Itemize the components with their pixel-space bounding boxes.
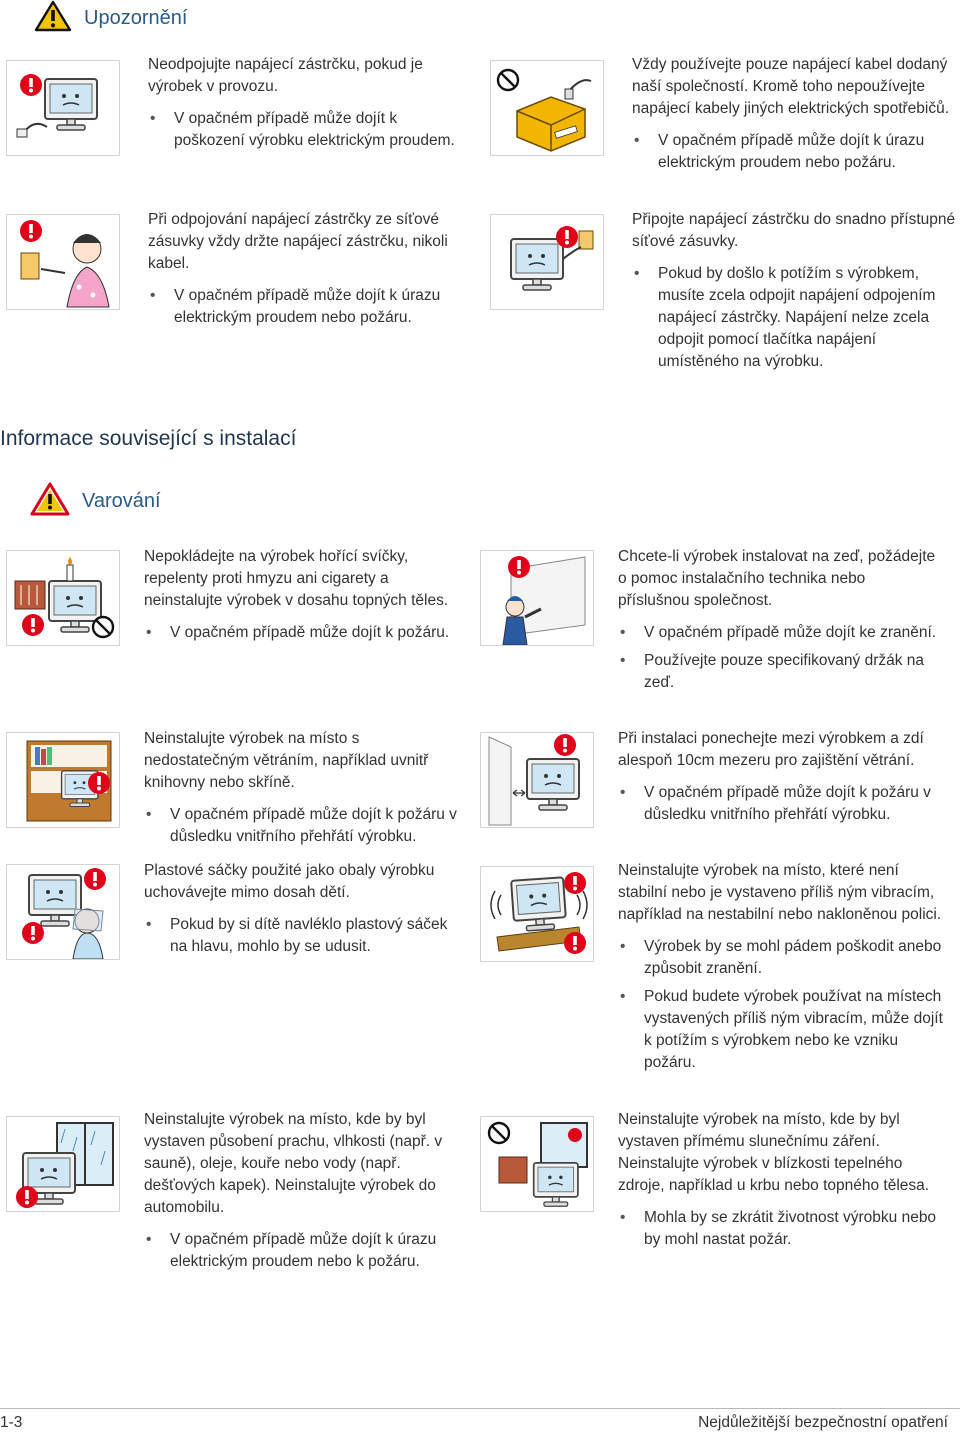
item-bullet: • Pokud by si dítě navléklo plastový sáček na hlavu, mohlo by se udusit. [144, 914, 466, 958]
item-bullet: • Používejte pouze specifikovaný držák na zeď. [618, 650, 938, 694]
item-heater-candle [144, 546, 460, 650]
item-bullet: • V opačném případě může dojít k požáru v důsledku vnitřního přehřátí výrobku. [618, 782, 944, 826]
item-unplug [148, 54, 458, 158]
item-sunlight [618, 1109, 938, 1257]
plastic-bag-baby-illustration [6, 864, 120, 960]
rain-window-illustration [6, 1116, 120, 1212]
item-bullet: • V opačném případě může dojít k požáru. [144, 622, 460, 644]
item-bullet: • Mohla by se zkrátit životnost výrobku nebo by mohl nastat požár. [618, 1207, 938, 1251]
item-bullet: • V opačném případě může dojít ke zranění. [618, 622, 938, 644]
hold-plug-illustration [6, 214, 120, 310]
warning-triangle-icon [34, 0, 72, 37]
item-text: Neinstalujte výrobek na místo s nedostatečným větráním, například uvnitř knihovny nebo skříně. [144, 730, 429, 791]
heater-candle-illustration [6, 550, 120, 646]
unstable-shelf-illustration [480, 866, 594, 962]
footer-divider [0, 1408, 960, 1409]
item-hold-plug [148, 209, 478, 335]
upozorneni-header [34, 0, 187, 37]
item-rain-window [144, 1109, 460, 1279]
wall-gap-illustration [480, 732, 594, 828]
sunlight-heater-illustration [480, 1116, 594, 1212]
item-bullet: • V opačném případě může dojít k úrazu elektrickým proudem nebo požáru. [632, 130, 958, 174]
item-bullet: • Pokud by došlo k potížím s výrobkem, musíte zcela odpojit napájení odpojením napájecí zástrčky. Napájení nelze zcela odpojit pomocí tlačítka napájení umístěného na výrobku. [632, 263, 958, 373]
item-text: Chcete-li výrobek instalovat na zeď, požádejte o pomoc instalačního technika nebo příslušnou společnost. [618, 548, 936, 609]
unplug-warning-illustration [6, 60, 120, 156]
item-text: Nepokládejte na výrobek hořící svíčky, repelenty proti hmyzu ani cigarety a neinstalujte výrobek v dosahu topných těles. [144, 548, 449, 609]
upozorneni-title: Upozornění [84, 7, 188, 29]
item-wall-mount [618, 546, 938, 700]
item-power-cable [632, 54, 958, 180]
item-text: Vždy používejte pouze napájecí kabel dodaný naší společností. Kromě toho nepoužívejte napájecí kabely jiných elektrických spotřebičů. [632, 56, 950, 117]
varovani-header [30, 482, 161, 521]
item-bullet: • V opačném případě může dojít k úrazu elektrickým proudem nebo k požáru. [144, 1229, 460, 1273]
item-bullet: • V opačném případě může dojít k poškození výrobku elektrickým proudem. [148, 108, 458, 152]
item-text: Při odpojování napájecí zástrčky ze síťové zásuvky vždy držte napájecí zástrčku, nikoli kabel. [148, 211, 448, 272]
item-text: Plastové sáčky použité jako obaly výrobku uchovávejte mimo dosah dětí. [144, 862, 435, 901]
item-text: Připojte napájecí zástrčku do snadno přístupné síťové zásuvky. [632, 211, 956, 250]
item-bookcase [144, 728, 466, 854]
varovani-title: Varování [82, 490, 161, 512]
item-text: Neodpojujte napájecí zástrčku, pokud je výrobek v provozu. [148, 56, 423, 95]
bookcase-illustration [6, 732, 120, 828]
item-text: Při instalaci ponechejte mezi výrobkem a zdí alespoň 10cm mezeru pro zajištění větrání. [618, 730, 924, 769]
item-unstable-shelf [618, 860, 944, 1080]
item-bullet: • V opačném případě může dojít k požáru v důsledku vnitřního přehřátí výrobku. [144, 804, 466, 848]
section-title-instalace: Informace související s instalací [0, 427, 297, 450]
power-cable-box-illustration [490, 60, 604, 156]
item-accessible-socket [632, 209, 958, 379]
item-bullet: • V opačném případě může dojít k úrazu elektrickým proudem nebo požáru. [148, 285, 478, 329]
footer-page-number: 1-3 [0, 1414, 23, 1431]
accessible-socket-illustration [490, 214, 604, 310]
warning-triangle-red-icon [30, 482, 70, 521]
item-wall-gap [618, 728, 944, 832]
footer-title: Nejdůležitější bezpečnostní opatření [698, 1414, 948, 1431]
item-bullet: • Výrobek by se mohl pádem poškodit anebo způsobit zranění. [618, 936, 944, 980]
item-text: Neinstalujte výrobek na místo, kde by byl vystaven přímému slunečnímu záření. Neinstalujte výrobek v blízkosti tepelného zdroje, například u krbu nebo topného tělesa. [618, 1111, 930, 1194]
wall-mount-technician-illustration [480, 550, 594, 646]
item-plastic-bag [144, 860, 466, 964]
item-text: Neinstalujte výrobek na místo, kde by byl vystaven působení prachu, vlhkosti (např. v sauně), oleje, kouře nebo vody (např. dešťových kapek). Neinstalujte výrobek do automobilu. [144, 1111, 443, 1216]
item-bullet: • Pokud budete výrobek používat na místech vystavených příliš ným vibracím, může dojít k potížím s výrobkem nebo ke vzniku požáru. [618, 986, 944, 1074]
item-text: Neinstalujte výrobek na místo, které není stabilní nebo je vystaveno příliš ným vibracím, například na nestabilní nebo nakloněnou polici. [618, 862, 942, 923]
